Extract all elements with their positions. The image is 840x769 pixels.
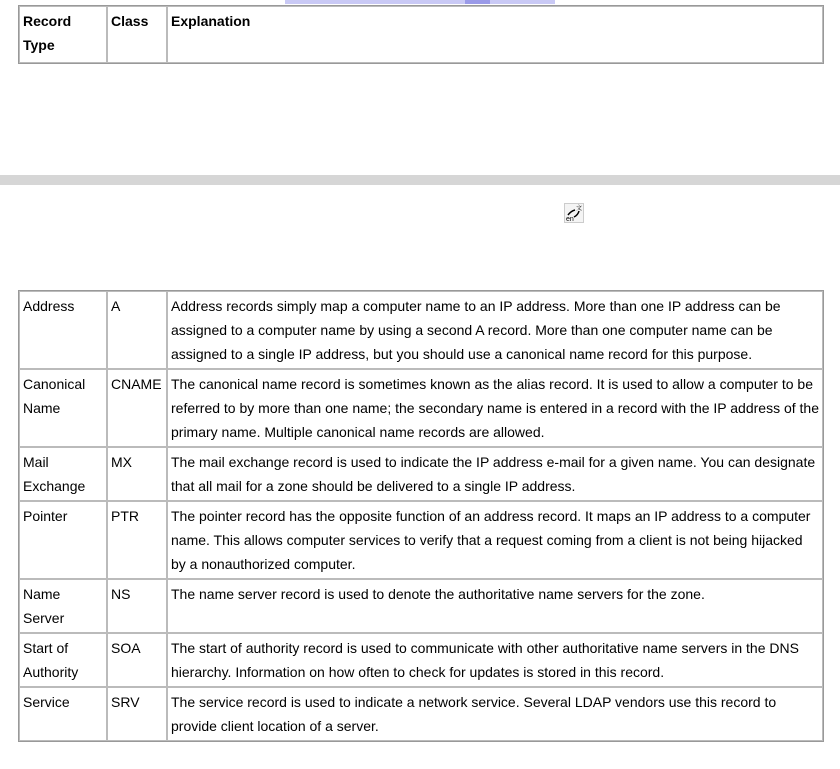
cell-explanation: The canonical name record is sometimes known as the alias record. It is used to allow a computer to be referred to by more than one name; the secondary name is entered in a record with the IP address of the primary name. Multiple canonical name records are allowed.: [167, 369, 823, 447]
cell-class: MX: [107, 447, 167, 501]
svg-text:文: 文: [576, 206, 583, 212]
cell-explanation: The name server record is used to denote the authoritative name servers for the zone.: [167, 579, 823, 633]
top-highlight-bar: [285, 0, 555, 4]
cell-class: SRV: [107, 687, 167, 741]
cell-class: A: [107, 291, 167, 369]
cell-explanation: The service record is used to indicate a network service. Several LDAP vendors use this record to provide client location of a server.: [167, 687, 823, 741]
header-table: [18, 5, 824, 64]
cell-class: SOA: [107, 633, 167, 687]
cell-class: PTR: [107, 501, 167, 579]
cell-record-type: Mail Exchange: [19, 447, 107, 501]
cell-explanation: The start of authority record is used to communicate with other authoritative name servers in the DNS hierarchy. Information on how often to check for updates is stored in this record.: [167, 633, 823, 687]
table-row: [19, 447, 823, 501]
divider-band: [0, 175, 840, 185]
col-class: Class: [107, 6, 167, 63]
cell-record-type: Canonical Name: [19, 369, 107, 447]
cell-record-type: Pointer: [19, 501, 107, 579]
translate-icon[interactable]: [564, 203, 584, 223]
table-row: [19, 291, 823, 369]
table-row: [19, 579, 823, 633]
records-table: [18, 290, 824, 742]
col-explanation: Explanation: [167, 6, 823, 63]
cell-record-type: Name Server: [19, 579, 107, 633]
svg-text:en: en: [566, 216, 574, 222]
cell-record-type: Start of Authority: [19, 633, 107, 687]
cell-explanation: Address records simply map a computer name to an IP address. More than one IP address can be assigned to a computer name by using a second A record. More than one computer name can be assigned to a single IP address, but you should use a canonical name record for this purpose.: [167, 291, 823, 369]
header-row: [19, 6, 823, 63]
cell-record-type: Service: [19, 687, 107, 741]
cell-explanation: The mail exchange record is used to indicate the IP address e-mail for a given name. You can designate that all mail for a zone should be delivered to a single IP address.: [167, 447, 823, 501]
cell-explanation: The pointer record has the opposite function of an address record. It maps an IP address to a computer name. This allows computer services to verify that a request coming from a client is not being hijacked by a nonauthorized computer.: [167, 501, 823, 579]
table-row: [19, 501, 823, 579]
table-row: [19, 687, 823, 741]
cell-class: NS: [107, 579, 167, 633]
cell-class: CNAME: [107, 369, 167, 447]
table-row: [19, 369, 823, 447]
cell-record-type: Address: [19, 291, 107, 369]
col-record-type: Record Type: [19, 6, 107, 63]
table-row: [19, 633, 823, 687]
